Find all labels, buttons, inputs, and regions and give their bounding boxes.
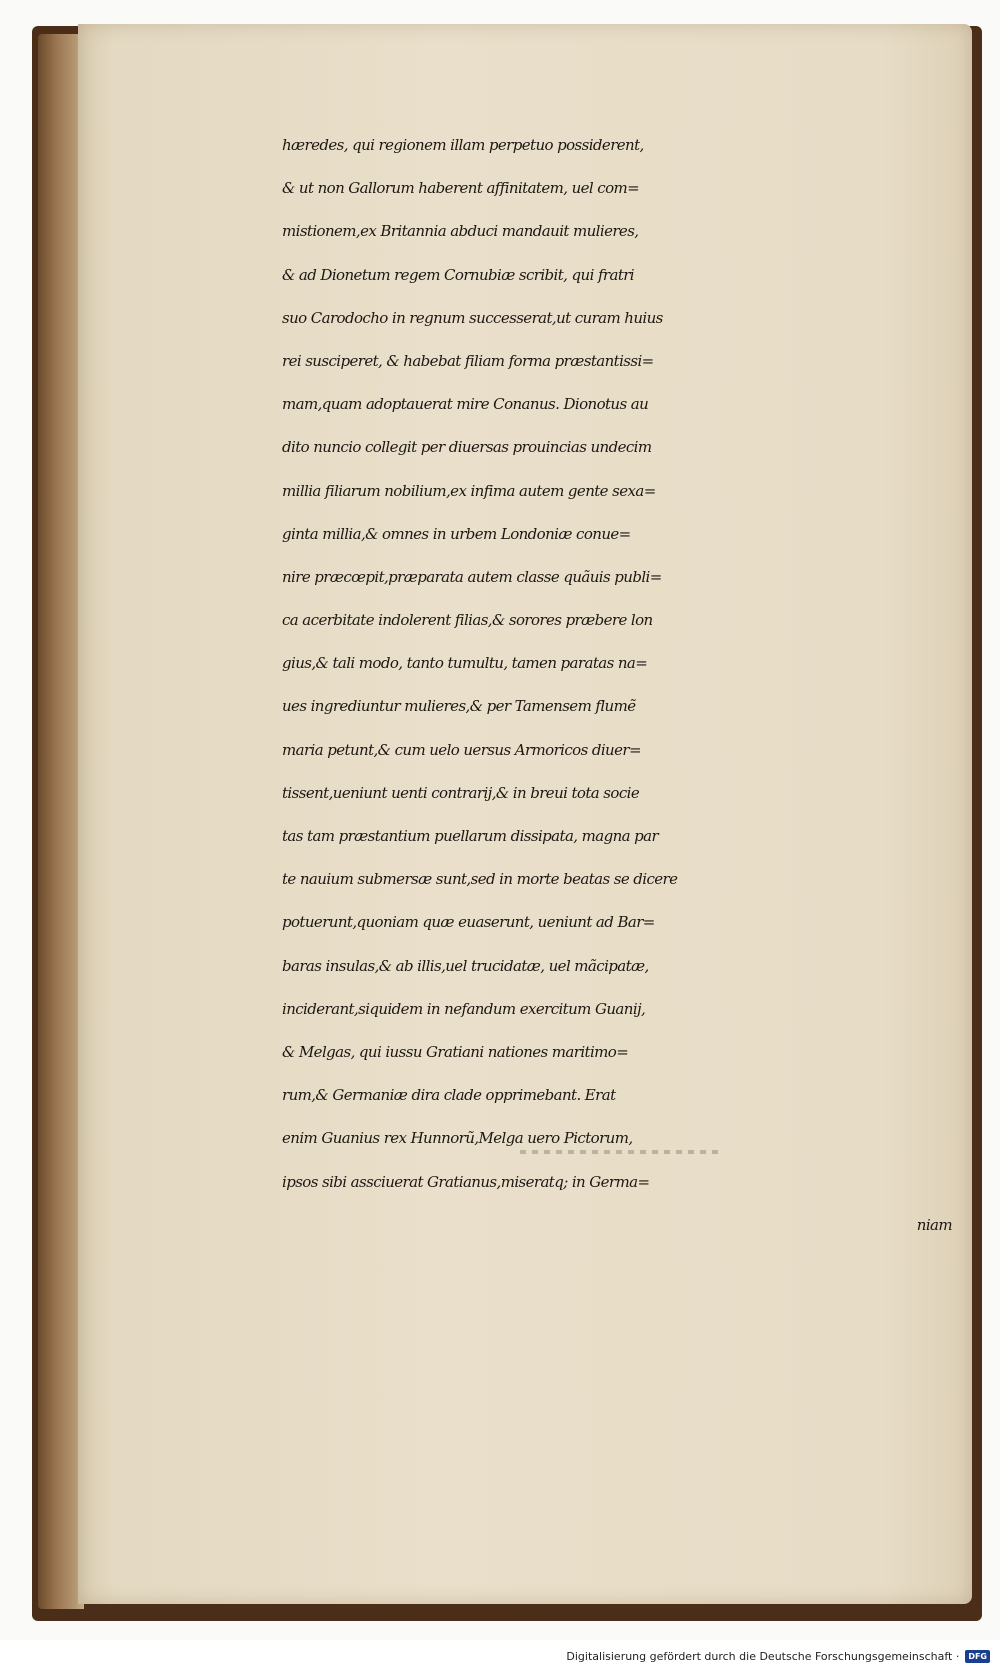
dfg-logo-icon: DFG <box>965 1650 990 1663</box>
text-line: rum,& Germaniæ dira clade opprimebant. Erat <box>282 1086 616 1105</box>
text-line: rei susciperet, & habebat filiam forma præstantissi= <box>282 351 654 370</box>
text-line: millia filiarum nobilium,ex infima autem gente sexa= <box>282 481 656 500</box>
text-line: dito nuncio collegit per diuersas prouincias undecim <box>282 438 652 457</box>
text-block <box>282 124 958 1247</box>
text-line: ues ingrediuntur mulieres,& per Tamensem flumẽ <box>282 697 636 716</box>
credit-text: Digitalisierung gefördert durch die Deutsche Forschungsgemeinschaft · <box>566 1649 960 1663</box>
text-line: hæredes, qui regionem illam perpetuo possiderent, <box>282 136 644 154</box>
text-line: nire præcœpit,præparata autem classe quãuis publi= <box>282 567 662 586</box>
text-line: maria petunt,& cum uelo uersus Armoricos diuer= <box>282 740 641 759</box>
text-line: inciderant,siquidem in nefandum exercitum Guanij, <box>282 999 646 1018</box>
text-line: suo Carodocho in regnum successerat,ut curam huius <box>282 308 663 327</box>
text-line: mistionem,ex Britannia abduci mandauit mulieres, <box>282 222 639 241</box>
text-line: ipsos sibi assciuerat Gratianus,miseratq; in Germa= <box>282 1172 650 1191</box>
text-line: & ad Dionetum regem Cornubiæ scribit, qui fratri <box>282 265 635 284</box>
text-line: & ut non Gallorum haberent affinitatem, uel com= <box>282 179 640 198</box>
text-line: ca acerbitate indolerent filias,& sorores præbere lon <box>282 611 653 630</box>
digitization-credit <box>566 1648 990 1664</box>
faint-ink-marks <box>520 1150 720 1154</box>
text-line: gius,& tali modo, tanto tumultu, tamen paratas na= <box>282 654 648 673</box>
text-line: te nauium submersæ sunt,sed in morte beatas se dicere <box>282 870 678 889</box>
text-line: ginta millia,& omnes in urbem Londoniæ conue= <box>282 524 631 543</box>
text-line: potuerunt,quoniam quæ euaserunt, ueniunt ad Bar= <box>282 913 655 932</box>
text-line: tissent,ueniunt uenti contrarij,& in breui tota socie <box>282 783 640 802</box>
text-line: tas tam præstantium puellarum dissipata, magna par <box>282 827 659 845</box>
text-line: baras insulas,& ab illis,uel trucidatæ, uel mãcipatæ, <box>282 956 649 975</box>
catchword: niam <box>916 1215 952 1234</box>
text-line: & Melgas, qui iussu Gratiani nationes maritimo= <box>282 1042 629 1061</box>
text-line: enim Guanius rex Hunnorũ,Melga uero Pictorum, <box>282 1129 633 1148</box>
text-line: mam,quam adoptauerat mire Conanus. Dionotus au <box>282 395 649 414</box>
